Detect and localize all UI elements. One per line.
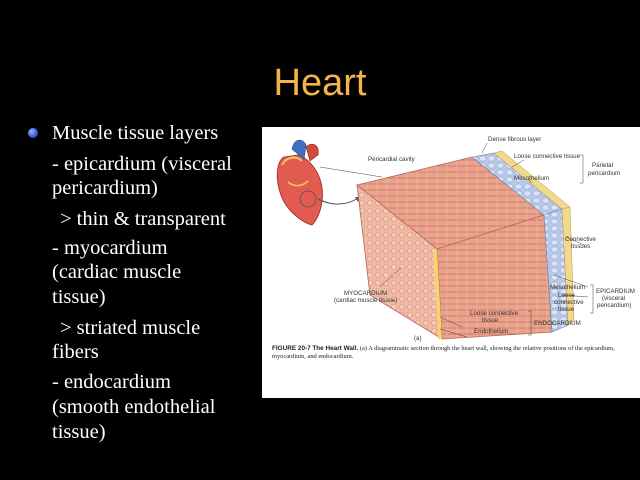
label-mesothelium-mid: Mesothelium [550, 284, 586, 291]
label-myocardium-sub: (cardiac muscle tissue) [334, 297, 398, 304]
text-epicardium-detail: > thin & transparent [60, 208, 226, 230]
label-endocardium: ENDOCARDIUM [534, 320, 581, 327]
text-myocardium-cont2: tissue) [52, 286, 106, 308]
bullet-icon [28, 128, 38, 138]
text-epicardium: - epicardium (visceral [52, 153, 232, 175]
label-loose-connective-top: Loose connective tissue [514, 153, 581, 160]
bullet-heading: Muscle tissue layers [52, 122, 219, 144]
text-endocardium-cont: (smooth endothelial [52, 396, 216, 418]
label-connective: Connective [565, 236, 596, 243]
caption-figure-number: FIGURE 20-7 [272, 345, 311, 352]
heart-icon [277, 140, 322, 225]
label-pericardium-parietal: pericardium [588, 170, 621, 177]
figure-caption [272, 345, 632, 361]
label-epicardium: EPICARDIUM [596, 288, 635, 295]
label-endothelium: Endothelium [474, 328, 509, 335]
label-loose-mid-1: Loose [558, 292, 575, 299]
label-epicardium-pericardium: pericardium) [597, 302, 632, 309]
text-myocardium-cont: (cardiac muscle [52, 261, 182, 283]
label-dense-fibrous-layer: Dense fibrous layer [488, 136, 542, 143]
label-mesothelium-top: Mesothelium [514, 175, 550, 182]
label-parietal: Parietal [592, 162, 613, 169]
slide-title: Heart [273, 62, 367, 104]
label-tissues: tissues [571, 243, 591, 250]
label-panel-a: (a) [414, 335, 422, 342]
label-myocardium: MYOCARDIUM [344, 290, 387, 297]
label-epicardium-visceral: (visceral [602, 295, 626, 302]
text-myocardium-detail: > striated muscle [60, 317, 201, 339]
caption-figure-title: The Heart Wall. [312, 345, 359, 352]
text-myocardium: - myocardium [52, 237, 168, 259]
text-epicardium-cont: pericardium) [52, 177, 158, 199]
heart-wall-figure [262, 127, 640, 398]
label-loose-low-1: Loose connective [470, 310, 519, 317]
label-pericardial-cavity: Pericardial cavity [368, 156, 415, 163]
text-endocardium-cont2: tissue) [52, 421, 106, 443]
label-loose-low-2: tissue [482, 317, 499, 324]
text-endocardium: - endocardium [52, 371, 171, 393]
label-loose-mid-2: connective [554, 299, 584, 306]
text-myocardium-detail-cont: fibers [52, 341, 99, 363]
label-loose-mid-3: tissue [558, 306, 575, 313]
caption-text: (a) A diagrammatic section through the heart wall, showing the relative positions of the epicardium, myocardium, and endocardium. [272, 345, 615, 360]
